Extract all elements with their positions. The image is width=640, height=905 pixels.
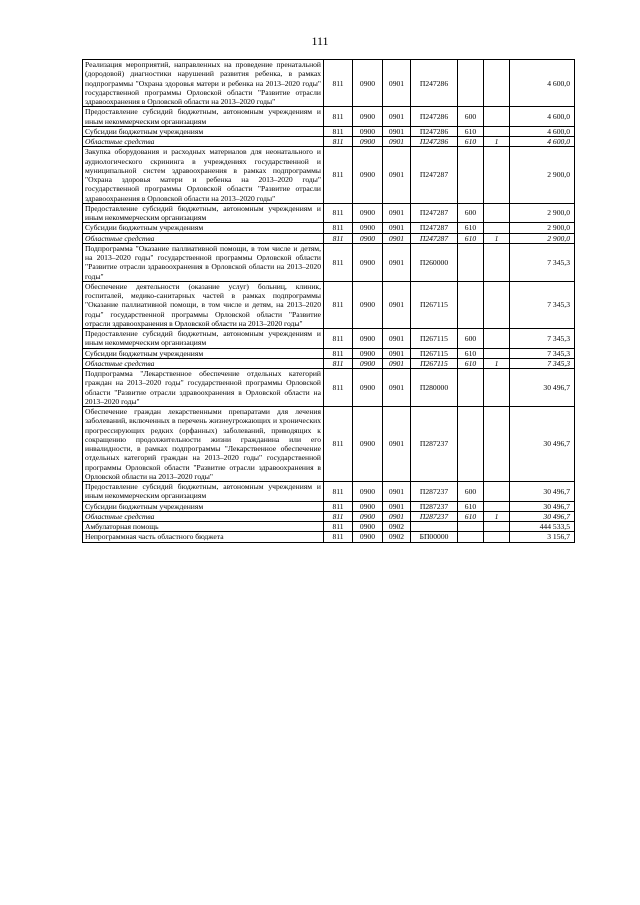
amount-cell: 4 600,0 (510, 60, 575, 107)
table-row (83, 482, 575, 502)
expense-type-cell: 610 (458, 233, 484, 243)
row-name-cell: Областные средства (83, 137, 324, 147)
row-name-cell: Реализация мероприятий, направленных на проведение пренатальной (дородовой) диагностики нарушений развития ребенка, в рамках подпрограммы "Охрана здоровья матери и ребенка на 2013–2020 годы" государственной программы Орловской области "Развитие отрасли здравоохранения в Орловской области на 2013–2020 годы" (83, 60, 324, 107)
row-name-cell: Предоставление субсидий бюджетным, автономным учреждениям и иным некоммерческим организациям (83, 329, 324, 349)
subsection-code-cell: 0901 (383, 60, 411, 107)
section-code-cell: 0900 (353, 348, 383, 358)
amount-cell: 2 900,0 (510, 147, 575, 204)
row-name-cell: Субсидии бюджетным учреждениям (83, 126, 324, 136)
amount-cell: 2 900,0 (510, 223, 575, 233)
target-article-cell: П280000 (411, 369, 458, 407)
expense-type-cell: 610 (458, 223, 484, 233)
amount-cell: 4 600,0 (510, 107, 575, 127)
row-name-cell: Предоставление субсидий бюджетным, автономным учреждениям и иным некоммерческим организациям (83, 107, 324, 127)
funding-source-cell (484, 407, 510, 482)
funding-source-cell: 1 (484, 511, 510, 521)
table-row (83, 511, 575, 521)
table-row (83, 137, 575, 147)
amount-cell: 7 345,3 (510, 281, 575, 328)
subsection-code-cell: 0901 (383, 358, 411, 368)
row-name-cell: Предоставление субсидий бюджетным, автономным учреждениям и иным некоммерческим организациям (83, 482, 324, 502)
row-name-cell: Непрограммная часть областного бюджета (83, 532, 324, 542)
grbs-code-cell: 811 (324, 60, 353, 107)
section-code-cell: 0900 (353, 532, 383, 542)
funding-source-cell (484, 329, 510, 349)
funding-source-cell (484, 203, 510, 223)
grbs-code-cell: 811 (324, 281, 353, 328)
table-row (83, 60, 575, 107)
expense-type-cell: 600 (458, 107, 484, 127)
row-name-cell: Областные средства (83, 358, 324, 368)
row-name-cell: Подпрограмма "Лекарственное обеспечение отдельных категорий граждан на 2013–2020 годы" государственной программы Орловской области "Развитие отрасли здравоохранения в Орловской области на 2013–2020 годы" (83, 369, 324, 407)
grbs-code-cell: 811 (324, 137, 353, 147)
budget-table (82, 59, 575, 543)
funding-source-cell (484, 522, 510, 532)
target-article-cell: П247286 (411, 60, 458, 107)
page-number: 111 (311, 34, 329, 48)
funding-source-cell (484, 60, 510, 107)
funding-source-cell (484, 223, 510, 233)
section-code-cell: 0900 (353, 369, 383, 407)
amount-cell: 30 496,7 (510, 501, 575, 511)
funding-source-cell (484, 126, 510, 136)
amount-cell: 30 496,7 (510, 482, 575, 502)
row-name-cell: Субсидии бюджетным учреждениям (83, 348, 324, 358)
target-article-cell: П247286 (411, 126, 458, 136)
grbs-code-cell: 811 (324, 369, 353, 407)
target-article-cell: БП00000 (411, 532, 458, 542)
amount-cell: 7 345,3 (510, 329, 575, 349)
table-row (83, 501, 575, 511)
amount-cell: 7 345,3 (510, 348, 575, 358)
grbs-code-cell: 811 (324, 203, 353, 223)
section-code-cell: 0900 (353, 223, 383, 233)
target-article-cell: П247286 (411, 107, 458, 127)
table-row (83, 126, 575, 136)
grbs-code-cell: 811 (324, 107, 353, 127)
amount-cell: 30 496,7 (510, 511, 575, 521)
table-row (83, 369, 575, 407)
section-code-cell: 0900 (353, 511, 383, 521)
expense-type-cell: 600 (458, 482, 484, 502)
amount-cell: 30 496,7 (510, 407, 575, 482)
subsection-code-cell: 0901 (383, 137, 411, 147)
amount-cell: 2 900,0 (510, 233, 575, 243)
table-row (83, 358, 575, 368)
section-code-cell: 0900 (353, 329, 383, 349)
table-row (83, 281, 575, 328)
funding-source-cell (484, 147, 510, 204)
expense-type-cell: 600 (458, 203, 484, 223)
grbs-code-cell: 811 (324, 407, 353, 482)
funding-source-cell (484, 369, 510, 407)
table-row (83, 203, 575, 223)
amount-cell: 4 600,0 (510, 137, 575, 147)
expense-type-cell: 610 (458, 137, 484, 147)
target-article-cell: П267115 (411, 329, 458, 349)
row-name-cell: Обеспечение граждан лекарственными препаратами для лечения заболеваний, включенных в перечень жизнеугрожающих и хронических прогрессирующих редких (орфанных) заболеваний, приводящих к сокращению продолжительности жизни гражданина или его инвалидности, в рамках подпрограммы "Лекарственное обеспечение отдельных категорий граждан на 2013–2020 годы" государственной программы Орловской области "Развитие отрасли здравоохранения в Орловской области на 2013–2020 годы" (83, 407, 324, 482)
row-name-cell: Предоставление субсидий бюджетным, автономным учреждениям и иным некоммерческим организациям (83, 203, 324, 223)
table-row (83, 407, 575, 482)
target-article-cell: П287237 (411, 511, 458, 521)
target-article-cell: П287237 (411, 482, 458, 502)
section-code-cell: 0900 (353, 60, 383, 107)
expense-type-cell (458, 522, 484, 532)
grbs-code-cell: 811 (324, 329, 353, 349)
section-code-cell: 0900 (353, 407, 383, 482)
table-row (83, 532, 575, 542)
target-article-cell: П247287 (411, 223, 458, 233)
row-name-cell: Субсидии бюджетным учреждениям (83, 501, 324, 511)
table-row (83, 243, 575, 281)
grbs-code-cell: 811 (324, 243, 353, 281)
table-row (83, 233, 575, 243)
target-article-cell: П287237 (411, 407, 458, 482)
table-row (83, 522, 575, 532)
subsection-code-cell: 0901 (383, 369, 411, 407)
grbs-code-cell: 811 (324, 532, 353, 542)
subsection-code-cell: 0901 (383, 223, 411, 233)
section-code-cell: 0900 (353, 233, 383, 243)
section-code-cell: 0900 (353, 147, 383, 204)
expense-type-cell: 610 (458, 358, 484, 368)
table-row (83, 147, 575, 204)
amount-cell: 7 345,3 (510, 358, 575, 368)
row-name-cell: Амбулаторная помощь (83, 522, 324, 532)
target-article-cell (411, 522, 458, 532)
row-name-cell: Обеспечение деятельности (оказание услуг) больниц, клиник, госпиталей, медико-санитарных частей в рамках подпрограммы "Оказание паллиативной помощи, в том числе и детям, на 2013–2020 годы" государственной программы Орловской области "Развитие отрасли здравоохранения в Орловской области на 2013–2020 годы" (83, 281, 324, 328)
target-article-cell: П267115 (411, 348, 458, 358)
grbs-code-cell: 811 (324, 348, 353, 358)
amount-cell: 4 600,0 (510, 126, 575, 136)
target-article-cell: П287237 (411, 501, 458, 511)
target-article-cell: П260000 (411, 243, 458, 281)
grbs-code-cell: 811 (324, 358, 353, 368)
section-code-cell: 0900 (353, 522, 383, 532)
section-code-cell: 0900 (353, 203, 383, 223)
table-row (83, 223, 575, 233)
expense-type-cell: 610 (458, 501, 484, 511)
subsection-code-cell: 0901 (383, 482, 411, 502)
subsection-code-cell: 0901 (383, 203, 411, 223)
subsection-code-cell: 0901 (383, 107, 411, 127)
funding-source-cell (484, 532, 510, 542)
expense-type-cell: 610 (458, 511, 484, 521)
subsection-code-cell: 0901 (383, 501, 411, 511)
target-article-cell: П267115 (411, 358, 458, 368)
expense-type-cell (458, 243, 484, 281)
target-article-cell: П247287 (411, 233, 458, 243)
funding-source-cell (484, 281, 510, 328)
grbs-code-cell: 811 (324, 233, 353, 243)
amount-cell: 444 533,5 (510, 522, 575, 532)
subsection-code-cell: 0901 (383, 243, 411, 281)
grbs-code-cell: 811 (324, 522, 353, 532)
subsection-code-cell: 0902 (383, 522, 411, 532)
subsection-code-cell: 0901 (383, 281, 411, 328)
amount-cell: 30 496,7 (510, 369, 575, 407)
grbs-code-cell: 811 (324, 501, 353, 511)
subsection-code-cell: 0901 (383, 126, 411, 136)
row-name-cell: Подпрограмма "Оказание паллиативной помощи, в том числе и детям, на 2013–2020 годы" государственной программы Орловской области "Развитие отрасли здравоохранения в Орловской области на 2013–2020 годы" (83, 243, 324, 281)
expense-type-cell: 610 (458, 348, 484, 358)
funding-source-cell (484, 243, 510, 281)
section-code-cell: 0900 (353, 107, 383, 127)
funding-source-cell (484, 501, 510, 511)
subsection-code-cell: 0901 (383, 511, 411, 521)
table-row (83, 107, 575, 127)
row-name-cell: Субсидии бюджетным учреждениям (83, 223, 324, 233)
target-article-cell: П247287 (411, 203, 458, 223)
target-article-cell: П247287 (411, 147, 458, 204)
target-article-cell: П267115 (411, 281, 458, 328)
grbs-code-cell: 811 (324, 482, 353, 502)
expense-type-cell (458, 60, 484, 107)
subsection-code-cell: 0901 (383, 407, 411, 482)
row-name-cell: Закупка оборудования и расходных материалов для неонатального и аудиологического скрининга в учреждениях государственной и муниципальной систем здравоохранения в рамках подпрограммы "Охрана здоровья матери и ребенка на 2013–2020 годы" государственной программы Орловской области "Развитие отрасли здравоохранения в Орловской области на 2013–2020 годы" (83, 147, 324, 204)
amount-cell: 3 156,7 (510, 532, 575, 542)
expense-type-cell (458, 369, 484, 407)
expense-type-cell: 610 (458, 126, 484, 136)
subsection-code-cell: 0901 (383, 233, 411, 243)
funding-source-cell: 1 (484, 233, 510, 243)
subsection-code-cell: 0901 (383, 348, 411, 358)
expense-type-cell (458, 407, 484, 482)
grbs-code-cell: 811 (324, 126, 353, 136)
expense-type-cell: 600 (458, 329, 484, 349)
table-row (83, 348, 575, 358)
subsection-code-cell: 0901 (383, 147, 411, 204)
section-code-cell: 0900 (353, 358, 383, 368)
funding-source-cell: 1 (484, 137, 510, 147)
subsection-code-cell: 0902 (383, 532, 411, 542)
section-code-cell: 0900 (353, 126, 383, 136)
amount-cell: 2 900,0 (510, 203, 575, 223)
table-body (83, 60, 575, 543)
row-name-cell: Областные средства (83, 233, 324, 243)
expense-type-cell (458, 281, 484, 328)
section-code-cell: 0900 (353, 281, 383, 328)
funding-source-cell: 1 (484, 358, 510, 368)
section-code-cell: 0900 (353, 501, 383, 511)
grbs-code-cell: 811 (324, 147, 353, 204)
table-row (83, 329, 575, 349)
expense-type-cell (458, 532, 484, 542)
target-article-cell: П247286 (411, 137, 458, 147)
funding-source-cell (484, 482, 510, 502)
section-code-cell: 0900 (353, 482, 383, 502)
funding-source-cell (484, 348, 510, 358)
section-code-cell: 0900 (353, 243, 383, 281)
section-code-cell: 0900 (353, 137, 383, 147)
grbs-code-cell: 811 (324, 511, 353, 521)
grbs-code-cell: 811 (324, 223, 353, 233)
expense-type-cell (458, 147, 484, 204)
amount-cell: 7 345,3 (510, 243, 575, 281)
subsection-code-cell: 0901 (383, 329, 411, 349)
funding-source-cell (484, 107, 510, 127)
row-name-cell: Областные средства (83, 511, 324, 521)
